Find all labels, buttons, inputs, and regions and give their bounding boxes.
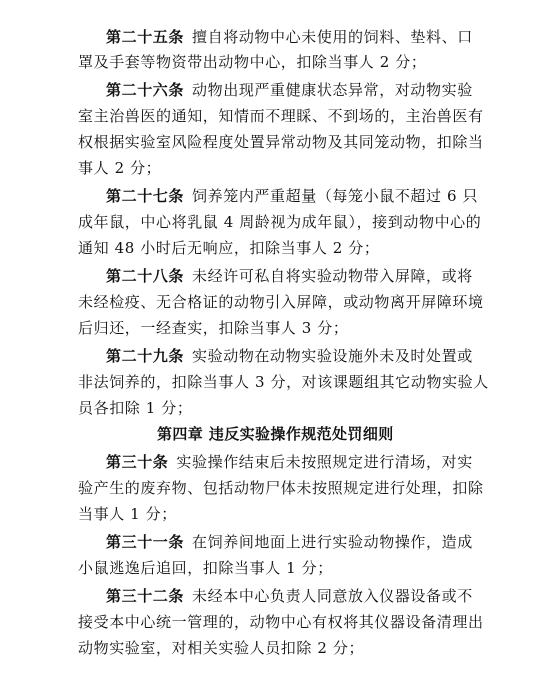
article-26-line-3: 权根据实验室风险程度处置异常动物及其同笼动物，扣除当 <box>78 133 484 151</box>
article-27-line-3: 通知 48 小时后无响应，扣除当事人 2 分； <box>78 239 380 257</box>
article-25-line-1 <box>106 27 473 47</box>
article-25-line-2: 罩及手套等物资带出动物中心，扣除当事人 2 分； <box>78 53 427 71</box>
article-28-line-3: 后归还，一经查实，扣除当事人 3 分； <box>78 319 349 337</box>
chapter-title: 第四章 违反实验操作规范处罚细则 <box>157 425 394 443</box>
article-27-text-1: 饲养笼内严重超量（每笼小鼠不超过 6 只 <box>192 187 479 205</box>
article-28-line-2: 未经检疫、无合格证的动物引入屏障，或动物离开屏障环境 <box>78 293 484 311</box>
article-26-line-1 <box>106 80 473 100</box>
article-26-text-1: 动物出现严重健康状态异常，对动物实验 <box>192 81 473 99</box>
article-25-heading: 第二十五条 <box>106 28 185 46</box>
article-32-text-1: 未经本中心负责人同意放入仪器设备或不 <box>192 587 473 605</box>
article-30-line-1 <box>106 452 473 472</box>
article-31-text-1: 在饲养间地面上进行实验动物操作，造成 <box>192 533 473 551</box>
article-28-text-1: 未经许可私自将实验动物带入屏障，或将 <box>192 267 473 285</box>
article-28-heading: 第二十八条 <box>106 267 185 285</box>
article-30-line-3: 当事人 1 分； <box>78 505 177 523</box>
article-32-heading: 第三十二条 <box>106 587 185 605</box>
article-31-line-1 <box>106 532 473 552</box>
article-26-heading: 第二十六条 <box>106 81 185 99</box>
article-29-line-2: 非法饲养的，扣除当事人 3 分，对该课题组其它动物实验人 <box>78 373 489 391</box>
article-29-line-1 <box>106 346 473 366</box>
article-30-heading: 第三十条 <box>106 453 169 471</box>
article-26-line-2: 室主治兽医的通知，知情而不理睬、不到场的，主治兽医有 <box>78 107 484 125</box>
article-31-line-2: 小鼠逃逸后追回，扣除当事人 1 分； <box>78 559 333 577</box>
article-29-line-3: 员各扣除 1 分； <box>78 399 193 417</box>
article-32-line-1 <box>106 586 473 606</box>
article-29-heading: 第二十九条 <box>106 347 185 365</box>
article-25-text-1: 擅自将动物中心未使用的饲料、垫料、口 <box>192 28 473 46</box>
article-32-line-3: 动物实验室，对相关实验人员扣除 2 分； <box>78 639 365 657</box>
article-27-line-1 <box>106 186 478 206</box>
article-30-line-2: 验产生的废弃物、包括动物尸体未按照规定进行处理，扣除 <box>78 479 484 497</box>
article-28-line-1 <box>106 266 473 286</box>
article-30-text-1: 实验操作结束后未按照规定进行清场，对实 <box>176 453 473 471</box>
article-27-line-2: 成年鼠，中心将乳鼠 4 周龄视为成年鼠），接到动物中心的 <box>78 213 482 231</box>
article-27-heading: 第二十七条 <box>106 187 185 205</box>
article-29-text-1: 实验动物在动物实验设施外未及时处置或 <box>192 347 473 365</box>
article-31-heading: 第三十一条 <box>106 533 185 551</box>
article-32-line-2: 接受本中心统一管理的，动物中心有权将其仪器设备清理出 <box>78 613 484 631</box>
article-26-line-4: 事人 2 分； <box>78 159 162 177</box>
